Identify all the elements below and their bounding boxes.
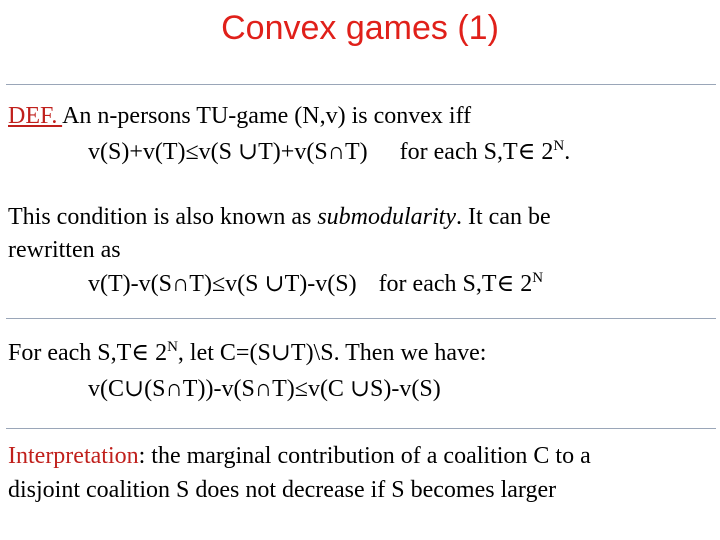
def-sup: N (553, 138, 565, 154)
def-end: . (564, 139, 571, 165)
sub-text-before: This condition is also known as (8, 204, 318, 230)
sub-sup: N (532, 270, 544, 286)
interp-line2: disjoint coalition S does not decrease if S becomes larger (8, 477, 557, 503)
divider-middle (6, 318, 716, 319)
sub-for-each: for each S,T∈ 2 (378, 271, 533, 297)
cons-formula-close: ) (205, 376, 214, 402)
cons-text-after: , let C=(S∪T)\S. Then we have: (177, 340, 487, 366)
sub-formula: v(T)-v(S∩T)≤v(S ∪T)-v(S) (88, 271, 357, 297)
cons-formula-rest: -v(S∩T)≤v(C ∪S)-v(S) (213, 376, 441, 402)
interpretation-line-2 (8, 475, 556, 505)
definition-formula-line (88, 137, 570, 170)
divider-top (6, 84, 716, 85)
consequence-formula-line (88, 374, 441, 404)
def-label: DEF. (8, 103, 63, 129)
submodularity-line-2 (8, 235, 121, 265)
sub-text-after: . It can be (456, 204, 551, 230)
sub-term: submodularity (317, 204, 456, 230)
submodularity-formula-line (88, 269, 543, 302)
slide-title: Convex games (1) (221, 9, 499, 47)
cons-formula-open: v( (88, 376, 108, 402)
consequence-line (8, 338, 486, 371)
interp-label: Interpretation (8, 443, 139, 469)
divider-bottom (6, 428, 716, 429)
cons-sup: N (167, 339, 178, 355)
def-formula: v(S)+v(T)≤v(S ∪T)+v(S∩T) (88, 139, 368, 165)
interp-text: : the marginal contribution of a coalition C to a (138, 443, 591, 469)
definition-line (8, 101, 471, 131)
def-text: An n-persons TU-game (N,v) is convex iff (62, 103, 472, 129)
cons-formula-mid: C∪(S∩T) (108, 376, 206, 402)
cons-text-before: For each S,T∈ 2 (8, 340, 168, 366)
def-for-each: for each S,T∈ 2 (399, 139, 554, 165)
submodularity-line (8, 202, 551, 232)
interpretation-line (8, 441, 591, 471)
sub-line2: rewritten as (8, 237, 121, 263)
